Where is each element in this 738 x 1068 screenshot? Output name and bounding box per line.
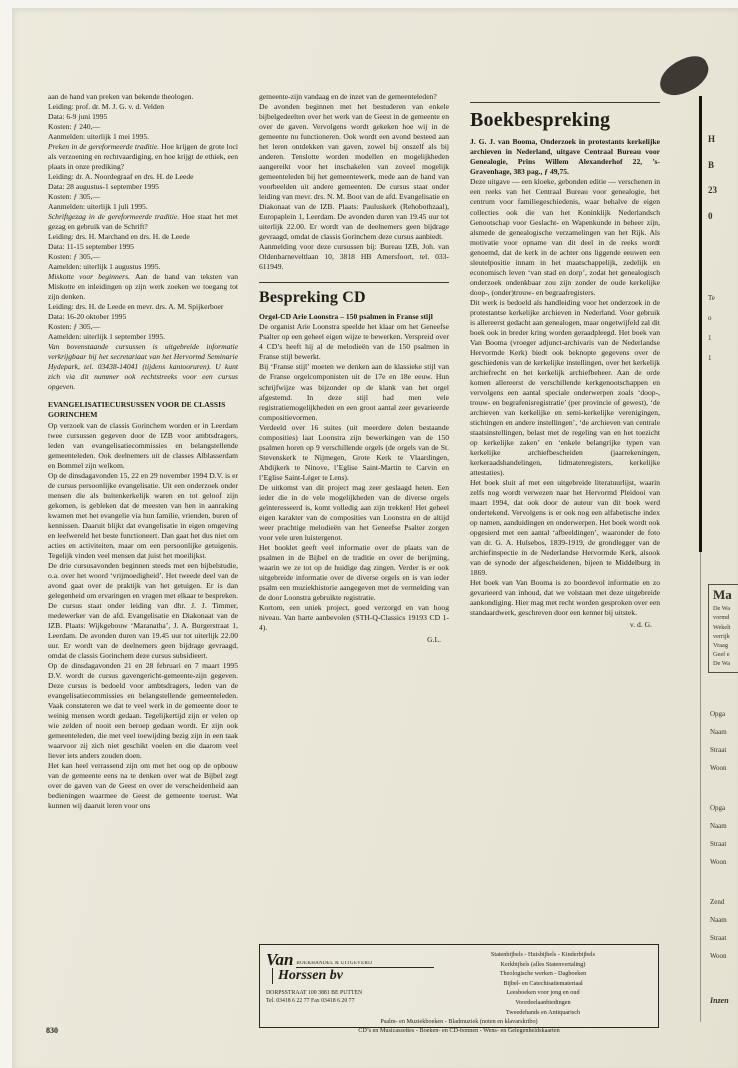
paragraph: Op de dinsdagavonden 15, 22 en 29 november 1994 D.V. is er de cursus persoonlijke evangelisatie. Uit een onderzoek onder mensen die als buitenkerkelijk waren en tot geloof zijn gekomen, is gebleken dat de meesten van hen in aanraking kwamen met het evangelie via hun familie, vrienden, buren of kennissen. Daaruit blijkt dat evangelisatie in eigen omgeving en leefwereld het beste functioneert. Dan gaat het dus niet om acties en activiteiten, maar om een persoonlijke getuigenis. Tegelijk vinden veel mensen dat juist het moeilijkst. — [48, 470, 238, 560]
ad-address-phone: Tel. 03418 6 22 77 Fax 03418 6 20 77 — [266, 998, 355, 1005]
ad-logo-row1 — [266, 951, 434, 968]
paragraph: Data: 28 augustus-1 september 1995 — [48, 182, 159, 192]
column-middle-top-text — [259, 92, 449, 272]
edge-fragment: o — [708, 314, 712, 323]
adjacent-page-form-fragment-3 — [710, 898, 738, 970]
paragraph: aan de hand van preken van bekende theologen. — [48, 92, 194, 101]
ad-logo-tagline: BOEKHANDEL & UITGEVERIJ — [296, 961, 434, 968]
paragraph: Orgel-CD Arie Loonstra – 150 psalmen in Franse stijl — [259, 312, 433, 322]
paragraph: Leiding: drs. H. Marchand en drs. H. de Leede — [48, 232, 190, 242]
edge-fragment: Opga — [710, 710, 726, 718]
ad-product-line: Tweedehands en Antiquarisch — [505, 1008, 581, 1016]
paragraph: Het booklet geeft veel informatie over de plaats van de psalmen in de Bijbel en de traditie en over de berijming, waarin we ze tot op de huidige dag zingen. Verder is er ook uitgebreide informatie over de diverse orgels en is van ieder psalm een muziekhistorie aangegeven met de vermelding van de door Loonstra gebruikte registratie. — [259, 542, 449, 602]
paragraph: Data: 16-20 oktober 1995 — [48, 312, 127, 322]
edge-fragment: Straat — [710, 746, 727, 755]
paragraph: Leiding: drs. H. de Leede en mevr. drs. A. M. Spijkerboer — [48, 302, 224, 312]
paragraph: Het boek sluit af met een uitgebreide literatuurlijst, waarin zelfs nog wordt verwezen naar het Hervormd Pleidooi van maart 1994, dat ook door de auteur van dit boek werd ondertekend. Vervolgens is er ook nog een alfabetische index op namen, aanduidingen en onderwerpen. Het boek wordt ook opgesierd met een aantal ‘afbeeldingen’, waaronder de foto van dr. G. A. Hulsebos, 1839-1919, de grondlegger van de archiefinspectie in de Nederlandse Hervormde Kerk, alsook van de synode der afgescheidenen, bijeen te Middelburg in 1869. — [470, 477, 660, 578]
edge-fragment: Naam — [710, 822, 727, 831]
adjacent-page-box-fragment — [708, 584, 738, 673]
page-number: 830 — [46, 1026, 58, 1035]
paragraph: Deze uitgave — een kloeke, gebonden editie — verschenen in een reeks van het Centraal Bureau voor genealogie, het centrum voor familiegeschiedenis, waar behalve de eigen collecties ook die van het Koninklijk Nederlandsch Genootschap voor Geslacht- en Wapenkunde in beheer zijn, alsmede de genealogische verzamelingen van het Rijk. Als motivatie voor opname van dit deel in de reeks wordt genoemd, dat de kerk in de achter ons liggende eeuwen een sleutelpositie innam in het maatschappelijk, zedelijk en economisch leven ‘van stad en dorp’, zodat het genealogisch onderzoek ondenkbaar zou zijn zonder de oude kerkelijke doop-, (onder)trouw- en begraafregisters. — [470, 177, 660, 297]
edge-fragment: Ma — [713, 587, 732, 602]
ad-address-street: DORPSSTRAAT 100 3881 BE PUTTEN — [266, 990, 363, 997]
edge-fragment: vormd — [713, 614, 730, 622]
paragraph: J. G. J. van Booma, Onderzoek in protestants kerkelijke archieven in Nederland, uitgave Centraal Bureau voor Genealogie, Prins Willem Alexanderhof 22, ’s-Gravenhage, 383 pag., ƒ 49,75. — [470, 137, 660, 177]
edge-fragment: Woon — [710, 858, 727, 867]
edge-fragment: Te — [708, 294, 715, 302]
section-divider-cd — [259, 282, 449, 283]
ad-logo-word-van: Van — [266, 950, 294, 969]
edge-fragment: Naam — [710, 728, 727, 737]
edge-fragment: De Wa — [713, 660, 731, 668]
edge-fragment: H — [708, 134, 716, 144]
adjacent-page-footer-fragment: Inzen — [710, 996, 729, 1005]
edge-fragment: Naam — [710, 916, 727, 925]
adjacent-page-fragments-top — [708, 134, 738, 237]
paragraph: Kosten: ƒ 305,— — [48, 192, 101, 202]
paragraph: Leiding: prof. dr. M. J. G. v. d. Velden — [48, 102, 165, 112]
scan-corner-shadow — [654, 51, 715, 101]
text-column-middle — [259, 92, 449, 938]
paper-background — [12, 8, 738, 1068]
paragraph: Kosten: ƒ 305,— — [48, 252, 101, 262]
edge-fragment: Woon — [710, 764, 727, 773]
edge-fragment: 0 — [708, 211, 713, 222]
paragraph: Aanmelding voor deze cursussen bij: Bureau IZB, Joh. van Oldenbarneveltlaan 10, 3818 HB Amersfoort, tel. 033-611949. — [259, 242, 449, 272]
paragraph: Het kan heel verrassend zijn om met het oog op de opbouw van de gemeente eens na te denken over wat de Bijbel zegt over de gaven van de Geest en over de verscheidenheid aan bedieningen waarmee de Geest de gemeente toerust. Wat kunnen wij daaruit leren voor ons — [48, 761, 238, 811]
adjacent-page-strip — [706, 98, 738, 1028]
text-column-right — [470, 92, 660, 954]
cd-review-heading: Bespreking CD — [259, 289, 366, 307]
edge-fragment: De Wa — [713, 605, 731, 613]
paragraph: Data: 6-9 juni 1995 — [48, 112, 108, 122]
ad-logo-word-horssen: Horssen bv — [272, 968, 434, 984]
edge-fragment: verrijk — [713, 632, 730, 640]
edge-fragment: B — [708, 159, 715, 170]
ad-address — [266, 989, 434, 1005]
paragraph: Kortom, een uniek project, goed verzorgd en van hoog niveau. Van harte aanbevolen (STH-Q-Classics 19193 CD 1-4). — [259, 602, 449, 632]
paragraph: Op de dinsdagavonden 21 en 28 februari en 7 maart 1995 D.V. wordt de cursus gavengericht-gemeente-zijn gegeven. Deze cursus is bedoeld voor ambtsdragers, leden van de evangelisatiecommissies en belangstellende gemeenteleden. Vaak constateren we dat te veel werk in de gemeente door te weinig mensen wordt gedaan. Tegelijkertijd zijn er velen op wie zelden of nooit een beroep gedaan wordt. Er zijn ook gemeenteleden, die met veel toewijding bezig zijn in een taak waarvoor zij zich niet geschikt voelen en die daarom veel liever iets anders zouden doen. — [48, 660, 238, 761]
ad-product-line: Kerkbijbels (alles Statenvertaling) — [500, 960, 586, 968]
edge-fragment: 23 — [708, 185, 717, 196]
ad-logo-block — [266, 949, 434, 1017]
paragraph: Leiding: dr. A. Noordegraaf en drs. H. de Leede — [48, 172, 194, 182]
page-gutter-shadow — [699, 96, 702, 552]
ad-bottom-line: Psalm- en Muziekboeken - Bladmuziek (noten en klavarskribo) — [380, 1018, 538, 1026]
paragraph: Aanmelden: uiterlijk 1 juli 1995. — [48, 202, 148, 212]
ad-product-line: Leesboeken voor jong en oud — [506, 989, 580, 997]
paragraph: Verdeeld over 16 suites (uit meerdere delen bestaande composities) laat Loonstra zijn bewerkingen van de 150 psalmen horen op 9 verschillende orgels (de orgels van de St. Stevenskerk te Nijmegen, Grote Kerk te Vlaardingen, Abdijkerk te Ninove, l’Eglise Saint-Martin te Carvin en l’Eglise Saint-Léger te Lens). — [259, 422, 449, 482]
paragraph: Het boek van Van Booma is zo boordevol informatie en zo gevarieerd van inhoud, dat we volstaan met deze uitgebreide aankondiging. Hier mag met recht worden gesproken over een standaardwerk, geschreven door een kenner bij uitstek. — [470, 578, 660, 618]
edge-fragment: Straat — [710, 840, 727, 849]
paragraph: Bij ‘Franse stijl’ moeten we denken aan de klassieke stijl van de Franse orgelcomponisten uit de 17e en 18e eeuw. Hun schrijfwijze was bijzonder op de klank van het orgel afgestemd. In deze stijl had men vele registratiemogelijkheden en een groot aantal zeer gevarieerde compositievormen. — [259, 362, 449, 422]
ad-bottom-line: CD’s en Musicassettes - Boeken- en CD-bonnen - Wens- en Gelegenheidskaarten — [358, 1027, 560, 1035]
ad-product-line: Bijbel- en Catechisatiemateriaal — [503, 979, 583, 987]
paragraph: G.L. — [427, 634, 441, 644]
paragraph: Aamelden: uiterlijk 1 augustus 1995. — [48, 262, 161, 272]
ad-product-line: Theologische werken - Dagboeken — [499, 970, 587, 978]
paragraph: Miskotte voor beginners. Aan de hand van teksten van Miskotte en inleidingen op zijn werk zoeken we toegang tot zijn denken. — [48, 272, 238, 302]
paragraph: Schriftgezag in de gereformeerde traditie. Hoe staat het met gezag en gebruik van de Schrift? — [48, 212, 238, 232]
book-review-text — [470, 137, 660, 630]
edge-fragment: Geef e — [713, 650, 730, 658]
paragraph: Kosten: ƒ 240,— — [48, 122, 101, 132]
paragraph: Dit werk is bedoeld als handleiding voor het onderzoek in de protestantse kerkelijke archieven in Nederland. Voor gebruik is allereerst gedacht aan genealogen, maar ongetwijfeld zal dit boek ook in breder kring worden geraadpleegd. Het boek van Van Booma (vroeger adjunct-archivaris van de Nederlandse Hervormde Kerk) biedt ook beknopte gegevens over de geschiedenis van de kerkelijke instellingen, over het kerkelijk archiefrecht en het kerkelijk archiefbeheer. Aan de orde komen allereerst de verschillende kerkgenootschappen en vervolgens een aantal speciale onderwerpen zoals ‘doop-, trouw- en begrafenisregistratie’ (per provincie of gewest), ‘de archieven van kerkelijke en semi-kerkelijke verenigingen, stichtingen en andere instellingen’, ‘de archieven van centrale staatsinstellingen, belast met de regeling van en het toezicht op kerkelijke zaken’ en ‘enkele belangrijke typen van kerkelijke archiefbescheiden (jaarrekeningen, kerkeraadshandelingen, lidmatenregisters, kerkelijke attestaties). — [470, 297, 660, 477]
ad-product-list — [434, 949, 652, 1017]
edge-fragment: Wekeli — [713, 623, 731, 631]
edge-fragment: Opga — [710, 804, 726, 812]
paragraph: Op verzoek van de classis Gorinchem worden er in Leerdam twee cursussen gegeven door de IZB voor ambtsdragers, leden van evangelisatiecommissies en belangstellende gemeenteleden. Ook deelnemers uit de classes Alblasserdam en Bommel zijn welkom. — [48, 420, 238, 470]
paragraph: De drie cursusavonden beginnen steeds met een bijbelstudie, o.a. over het woord ‘vrijmoedigheid’. Het tweede deel van de avond gaat over de praktijk van het getuigen. Er is dan gelegenheid om ervaringen en vragen met elkaar te bespreken. — [48, 560, 238, 600]
paragraph: De uitkomst van dit project mag zeer geslaagd heten. Een ieder die in de vele mogelijkheden van de diverse orgels geïnteresseerd is, komt volledig aan zijn trekken! Het geheel eigen karakter van de composities van Loonstra en de altijd weer prachtige melodieën van het Geneefse Psalter zorgen voor vele uren luistergenot. — [259, 482, 449, 542]
ad-bottom-lines — [266, 1018, 652, 1036]
ad-top-row — [266, 949, 652, 1017]
page-gutter-line — [700, 552, 701, 1022]
edge-fragment: Straat — [710, 934, 727, 943]
paragraph: De avonden beginnen met het bestuderen van enkele bijbelgedeelten over het werk van de Geest in de gemeente en over de gaven. Vervolgens wordt gekeken hoe wij in de gemeente nu functioneren. Ook wordt een avond besteed aan het leren ontdekken van gaven, zowel bij onszelf als bij anderen. Tenslotte worden modellen en mogelijkheden aangereikt voor het inschakelen van zoveel mogelijk gemeenteleden bij het gemeentewerk, mede aan de hand van voorbeelden uit andere gemeenten. De cursus staat onder leiding van mevr. drs. N. M. Boot van de afd. Evangelisatie en Diakonaat van de IZB. Plaats: Pauluskerk (Rehobothzaal), Europaplein 1, Leerdam. De avonden duren van 19.45 uur tot uiterlijk 22.00. Er wordt van de deelnemers geen bijdrage gevraagd, omdat de classis Gorinchem deze cursus aanbiedt. — [259, 102, 449, 242]
paragraph: De organist Arie Loonstra speelde het klaar om het Geneefse Psalter op een geheel eigen wijze te bewerken. Verspreid over 4 CD’s heeft hij al de melodieën van de 150 psalmen in Franse stijl bewerkt. — [259, 322, 449, 362]
paragraph: Data: 11-15 september 1995 — [48, 242, 134, 252]
edge-fragment: Vraag — [713, 641, 729, 649]
paragraph: Aamelden: uiterlijk 1 september 1995. — [48, 332, 166, 342]
adjacent-page-fragments-mid — [708, 294, 738, 374]
paragraph: Kosten: ƒ 305,— — [48, 322, 101, 332]
edge-fragment: Woon — [710, 952, 727, 961]
paragraph: EVANGELISATIECURSUSSEN VOOR DE CLASSIS GORINCHEM — [48, 400, 226, 420]
edge-fragment: 1 — [708, 354, 712, 363]
section-divider-book — [470, 102, 660, 103]
paragraph: Preken in de gereformeerde traditie. Hoe krijgen de grote loci als verzoening en rechtvaardiging, en hoe krijgt de ethiek, een plaats in onze prediking? — [48, 142, 238, 172]
edge-fragment: Zend — [710, 898, 725, 906]
adjacent-page-form-fragment-2 — [710, 804, 738, 876]
cd-review-text — [259, 312, 449, 645]
paragraph: gemeente-zijn vandaag en de inzet van de gemeenteleden? — [259, 92, 437, 101]
paragraph: v. d. G. — [629, 620, 652, 630]
ad-product-line: Voordeelaanbiedingen — [515, 999, 571, 1007]
edge-fragment: 1 — [708, 334, 712, 343]
book-review-heading: Boekbespreking — [470, 109, 611, 131]
adjacent-page-form-fragment-1 — [710, 710, 738, 782]
bookstore-advertisement — [259, 944, 659, 1035]
text-column-left — [48, 92, 238, 1024]
paragraph: Aanmelden: uiterlijk 1 mei 1995. — [48, 132, 150, 142]
paragraph: Van bovenstaande cursussen is uitgebreide informatie verkrijgbaar bij het secretariaat van het Hervormd Seminarie Hydepark, tel. 03438-14041 (tijdens kantooruren). U kunt zich via dit nummer ook rechtstreeks voor een cursus opgeven. — [48, 342, 238, 392]
ad-product-line: Statenbijbels - Huisbijbels - Kinderbijbels — [490, 951, 596, 958]
paragraph: De cursus staat onder leiding van dhr. J. J. Timmer, medewerker van de afd. Evangelisatie en Diakonaat van de IZB. Plaats: Wijkgebouw ‘Maranatha’, J. A. Burgerstraat 1, Leerdam. De avonden duren van 19.45 uur tot uiterlijk 22.00 uur. Er wordt van de deelnemers geen bijdrage gevraagd, omdat de classis Gorinchem deze cursus subsidieert. — [48, 600, 238, 660]
